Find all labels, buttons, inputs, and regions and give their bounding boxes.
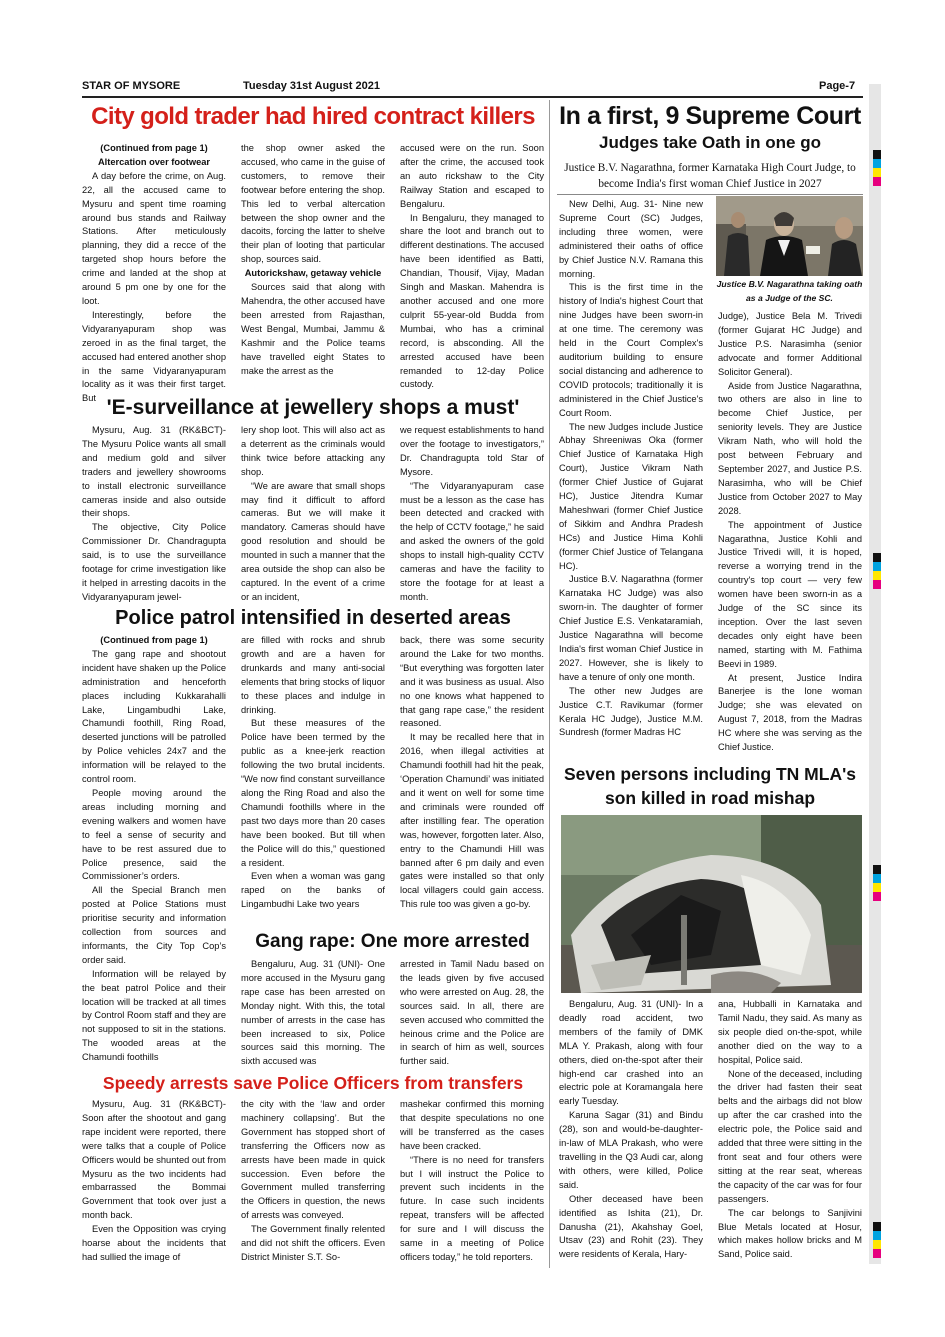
- article-paragraph: Bengaluru, Aug. 31 (UNI)- One more accused in the Mysuru gang rape case has been arrested on Monday night. With this, the total number of arrests in the case has been increased to six, Police sources said this morning. The sixth accused was: [241, 959, 385, 1067]
- article-paragraph: Other deceased have been identified as Ishita (21), Dr. Danusha (21), Akahshay Goel, Utsav (23) and Rohit (23). They were residents of Kerala, Hary-: [559, 1193, 703, 1260]
- article-paragraph: The appointment of Justice Nagarathna, Justice Kohli and Justice Trivedi will, it is hoped, reverse a worrying trend in the country's top court — very few women have been sworn-in as a Judge of the SC since its inception. Over the last seven decades only eight have been named, starting with M. Fathima Beevi in 1989.: [718, 519, 862, 669]
- article-paragraph: are filled with rocks and shrub growth and are a haven for drunkards and many anti-social elements that bring stocks of liquor to these places and indulge in drinking.: [241, 635, 385, 715]
- article-paragraph: The Government finally relented and did not shift the officers. Even District Minister S.T. So-: [241, 1224, 385, 1262]
- article-paragraph: the city with the ‘law and order machinery collapsing’. But the Government has stopped short of transferring the Officers now as arrests have been made in quick succession. Even before the Government mulled transferring the Officers in question, the news of arrests was conveyed.: [241, 1099, 385, 1221]
- speedy-arrests-col-3: [400, 1098, 544, 1270]
- registration-mark: [873, 865, 881, 901]
- article-paragraph: The car belongs to Sanjivini Blue Metals located at Hosur, which makes hollow bricks and M Sand, Police said.: [718, 1207, 862, 1260]
- article-paragraph: Interestingly, before the Vidyaranyapuram shop was zeroed in as the final target, the accused had entered another shop in the same Vidyaranyapuram locality as it was their first target. But: [82, 309, 226, 404]
- headline-speedy-arrests: Speedy arrests save Police Officers from transfers: [102, 1073, 524, 1093]
- speedy-arrests-col-1: [82, 1098, 226, 1270]
- masthead-rule: [82, 96, 863, 98]
- article-paragraph: Mysuru, Aug. 31 (RK&BCT)- The Mysuru Police wants all small and medium gold and silver traders and jewellery showrooms to install electronic surveillance cameras inside and also outside their shops.: [82, 425, 226, 519]
- gang-rape-col-1: [241, 958, 385, 1070]
- e-surveillance-col-1: [82, 424, 226, 606]
- article-paragraph: None of the deceased, including the driver had fasten their seat belts and the airbags did not blow up after the car crashed into the electric pole, the Police said and added that three were sitting in the front seat and four others were sitting at the rear seat, whereas the capacity of the car was for four passengers.: [718, 1068, 862, 1204]
- article-paragraph: The gang rape and shootout incident have shaken up the Police administration and henceforth places including Kukkarahalli Lake, Lingambudhi Lake, Chamundi foothill, Ring Road, deserted junctions will be patrolled by Police vehicles 24x7 and the information will be relayed to the control room.: [82, 648, 226, 785]
- road-mishap-col-2: [718, 998, 862, 1268]
- subheadline-road-mishap: son killed in road mishap: [604, 788, 816, 808]
- page-number: Page-7: [819, 80, 856, 92]
- gold-trader-col-1: [82, 142, 226, 404]
- headline-gold-trader: City gold trader had hired contract killers: [91, 103, 535, 130]
- deck-rule: [557, 194, 863, 195]
- police-patrol-col-3: [400, 634, 544, 928]
- article-paragraph: mashekar confirmed this morning that despite speculations no one will be transferred as the cases have been cracked.: [400, 1099, 544, 1151]
- article-paragraph: ana, Hubballi in Karnataka and Tamil Nadu, they said. As many as six people died on-the-spot, while another died on the way to a hospital, Police said.: [718, 999, 862, 1065]
- e-surveillance-col-3: [400, 424, 544, 606]
- headline-police-patrol: Police patrol intensified in deserted areas: [115, 607, 511, 629]
- justice-photo: [716, 196, 863, 276]
- registration-mark: [873, 1222, 881, 1258]
- headline-gang-rape: Gang rape: One more arrested: [255, 931, 530, 952]
- article-paragraph: “We are aware that small shops may find it difficult to afford cameras. But we will make it mandatory. Cameras should have good resolution and should be mounted in such a manner that the area outside the shop can also be captured. In the event of a crime or an incident,: [241, 480, 385, 602]
- gold-trader-col-2: [241, 142, 385, 394]
- article-paragraph: we request establishments to hand over the footage to investigators,” Dr. Chandragupta told Star of Mysore.: [400, 425, 544, 477]
- e-surveillance-col-2: [241, 424, 385, 606]
- headline-supreme-court: In a first, 9 Supreme Court: [559, 102, 861, 130]
- registration-mark: [873, 150, 881, 186]
- subheadline-supreme-court: Judges take Oath in one go: [599, 133, 821, 152]
- article-paragraph: It may be recalled here that in 2016, when illegal activities at Chamundi foothill had hit the peak, ‘Operation Chamundi’ was initiated and it went on well for some time and criminals were rounded off after instilling fear. The operation was, however, forgotten later. Also, entry to the Chamundi Hill was banned after 6 pm daily and even gates were installed so that only local villagers could gain access. This rule too was given a go-by.: [400, 732, 544, 910]
- article-paragraph: In Bengaluru, they managed to share the loot and branch out to different destinations. The accused have been identified as Batti, Chandian, Thousif, Vijay, Madan Singh and Maskan. Mahendra is another accused and one more culprit 55-year-old Budda from Mumbai, who has a criminal record, is absconding. All the arrested accused have been remanded to 12-day Police custody.: [400, 212, 544, 390]
- speedy-arrests-col-2: [241, 1098, 385, 1270]
- headline-e-surveillance: 'E-surveillance at jewellery shops a must': [106, 396, 520, 419]
- headline-road-mishap: Seven persons including TN MLA's: [564, 764, 856, 784]
- article-paragraph: But these measures of the Police have been termed by the public as a knee-jerk reaction following the two brutal incidents. “We now find constant surveillance along the Ring Road and also the Chamundi foothills where in the past two days more than 20 cases have been booked. But till when the Police will do this,” questioned a resident.: [241, 718, 385, 868]
- article-paragraph: lery shop loot. This will also act as a deterrent as the criminals would think twice before attacking any shop.: [241, 425, 385, 477]
- article-paragraph: Karuna Sagar (31) and Bindu (28), son and would-be-daughter-in-law of MLA Prakash, who were travelling in the Q3 Audi car, along with others, were killed, Police said.: [559, 1110, 703, 1190]
- article-paragraph: All the Special Branch men posted at Police Stations must prioritise security and information collection from sources and informants, the City Top Cop’s order said.: [82, 885, 226, 965]
- article-paragraph: People moving around the areas including morning and evening walkers and women have to feel a sense of security and have to be rest assured due to Police presence, said the Commissioner’s orders.: [82, 787, 226, 882]
- issue-date: Tuesday 31st August 2021: [243, 80, 380, 92]
- supreme-court-col-1: [559, 198, 703, 758]
- supreme-court-col-2: [718, 310, 862, 760]
- article-paragraph: The new Judges include Justice Abhay Shreeniwas Oka (former Chief Justice of Karnataka High Court), Justice Vikram Nath (former Chief Justice of Gujarat HC), Justice Jitendra Kumar Maheshwari (former Chief Justice of Sikkim and Andhra Pradesh HCs) and Justice Hima Kohli (former Chief Justice of Telangana HC).: [559, 421, 703, 571]
- police-patrol-col-2: [241, 634, 385, 928]
- article-paragraph: At present, Justice Indira Banerjee is the lone woman Judge; she was elevated on August 7, 2018, from the Madras HC where she was serving as the Chief Justice.: [718, 672, 862, 753]
- road-mishap-col-1: [559, 998, 703, 1268]
- article-paragraph: “There is no need for transfers but I will instruct the Police to prevent such incidents in the future. In case such incidents repeat, transfers will be affected for sure and I will discuss the same in a meeting of Police officers today,” he told reporters.: [400, 1154, 544, 1262]
- article-paragraph: accused were on the run. Soon after the crime, the accused took an auto rickshaw to the City Railway Station and escaped to Bengaluru.: [400, 143, 544, 209]
- registration-mark: [873, 553, 881, 589]
- article-paragraph: The other new Judges are Justice C.T. Ravikumar (former Kerala HC Judge), Justice M.M. Sundresh (former Madras HC: [559, 685, 703, 738]
- article-paragraph: back, there was some security around the Lake for two months. “But everything was forgotten later and it was business as usual. Also no one knows what happened to that gang rape case,” the resident reasoned.: [400, 635, 544, 729]
- article-subhead: (Continued from page 1): [100, 635, 208, 645]
- article-paragraph: “The Vidyaranyapuram case must be a lesson as the case has been detected and cracked with the help of CCTV footage,” he said and asked the owners of the gold shops to install high-quality CCTV cameras and have the facility to store the footage for at least a month.: [400, 480, 544, 602]
- article-paragraph: Sources said that along with Mahendra, the other accused have been arrested from Rajasthan, West Bengal, Mumbai, Jammu & Kashmir and the Police teams have travelled eight States to make the arrest as the: [241, 282, 385, 376]
- article-paragraph: Information will be relayed by the beat patrol Police and their location will be tracked at all times by Control Room staff and they are not supposed to sit in the stations. The wooded areas at the Chamundi foothills: [82, 968, 227, 1063]
- article-paragraph: Even the Opposition was crying hoarse about the incidents that had sullied the image of: [82, 1224, 226, 1262]
- article-paragraph: The objective, City Police Commissioner Dr. Chandragupta said, is to use the surveillance footage for crime investigation like it helped in arresting dacoits in the Vidyaranyapuram jewel-: [82, 522, 226, 602]
- article-paragraph: This is the first time in the history of India's highest Court that nine Judges have been sworn-in at one time. The ceremony was held in the Court Complex's auditorium building to ensure social distancing and adherence to COVID protocols; traditionally it is administered in the Chief Justice's Court Room.: [559, 282, 703, 418]
- article-paragraph: Bengaluru, Aug. 31 (UNI)- In a deadly road accident, two members of the family of DMK MLA Y. Prakash, along with four others, died on-the-spot after their high-end car crashed into an electric pole at Koramangala here early Tuesday.: [559, 999, 703, 1107]
- article-paragraph: Justice B.V. Nagarathna (former Karnataka HC Judge) was also sworn-in. The daughter of former Chief Justice E.S. Venkataramiah, Justice Nagarathna will become India's first woman Chief Justice in 2027. However, she is likely to have a tenure of only one month.: [559, 574, 703, 682]
- article-subhead: Altercation over footwear: [97, 156, 211, 167]
- article-paragraph: Judge), Justice Bela M. Trivedi (former Gujarat HC Judge) and Justice P.S. Narasimha (senior advocate and former Additional Solicitor General).: [718, 311, 862, 377]
- gold-trader-col-3: [400, 142, 544, 394]
- accident-photo: [561, 815, 862, 993]
- article-paragraph: Aside from Justice Nagarathna, two others are also in line to become Chief Justice, per seniority levels. They are Justice Vikram Nath, who will hold the post between February and September 2027, and Justice P.S. Narasimha, who will be Chief Justice from October 2027 to May 2028.: [718, 380, 862, 516]
- article-paragraph: A day before the crime, on Aug. 22, all the accused came to Mysuru and spent time roaming around bus stands and Railway Stations. After meticulously planning, they did a recce of the targeted shop hours before the crime and landed at the shop at around 5 pm one by one for the loot.: [82, 170, 226, 306]
- gang-rape-col-2: [400, 958, 544, 1070]
- paper-name: STAR OF MYSORE: [82, 80, 181, 92]
- article-subhead: Autorickshaw, getaway vehicle: [244, 268, 382, 279]
- police-patrol-col-1: [82, 634, 226, 1068]
- article-paragraph: Mysuru, Aug. 31 (RK&BCT)- Soon after the shootout and gang rape incident were reported, there were talks that a couple of Police Officers would be shunted out from Mysuru as the two incidents had embarrassed the Bommai Government that took over just a month back.: [82, 1099, 227, 1221]
- article-subhead: (Continued from page 1): [100, 143, 208, 153]
- photo-caption: Justice B.V. Nagarathna taking oath as a Judge of the SC.: [716, 279, 863, 303]
- article-paragraph: New Delhi, Aug. 31- Nine new Supreme Court (SC) Judges, including three women, were administered their oaths of office by Chief Justice N.V. Ramana this morning.: [559, 199, 703, 279]
- column-rule: [549, 100, 550, 1268]
- deck-supreme-court: Justice B.V. Nagarathna, former Karnataka High Court Judge, to become India's first woman Chief Justice in 2027: [564, 162, 856, 190]
- margin-strip: [869, 84, 881, 1264]
- article-paragraph: Even when a woman was gang raped on the banks of Lingambudhi Lake two years: [241, 871, 385, 910]
- article-paragraph: arrested in Tamil Nadu based on the leads given by five accused who were arrested on Aug. 28, the sources said. In all, there are seven accused who committed the heinous crime and the Police are in search of him as well, sources further said.: [400, 959, 544, 1067]
- article-paragraph: the shop owner asked the accused, who came in the guise of customers, to remove their footwear before entering the shop. This led to verbal altercation between the shop owner and the dacoits, forcing the latter to shelve their plan of looting that particular shop, sources said.: [241, 143, 385, 265]
